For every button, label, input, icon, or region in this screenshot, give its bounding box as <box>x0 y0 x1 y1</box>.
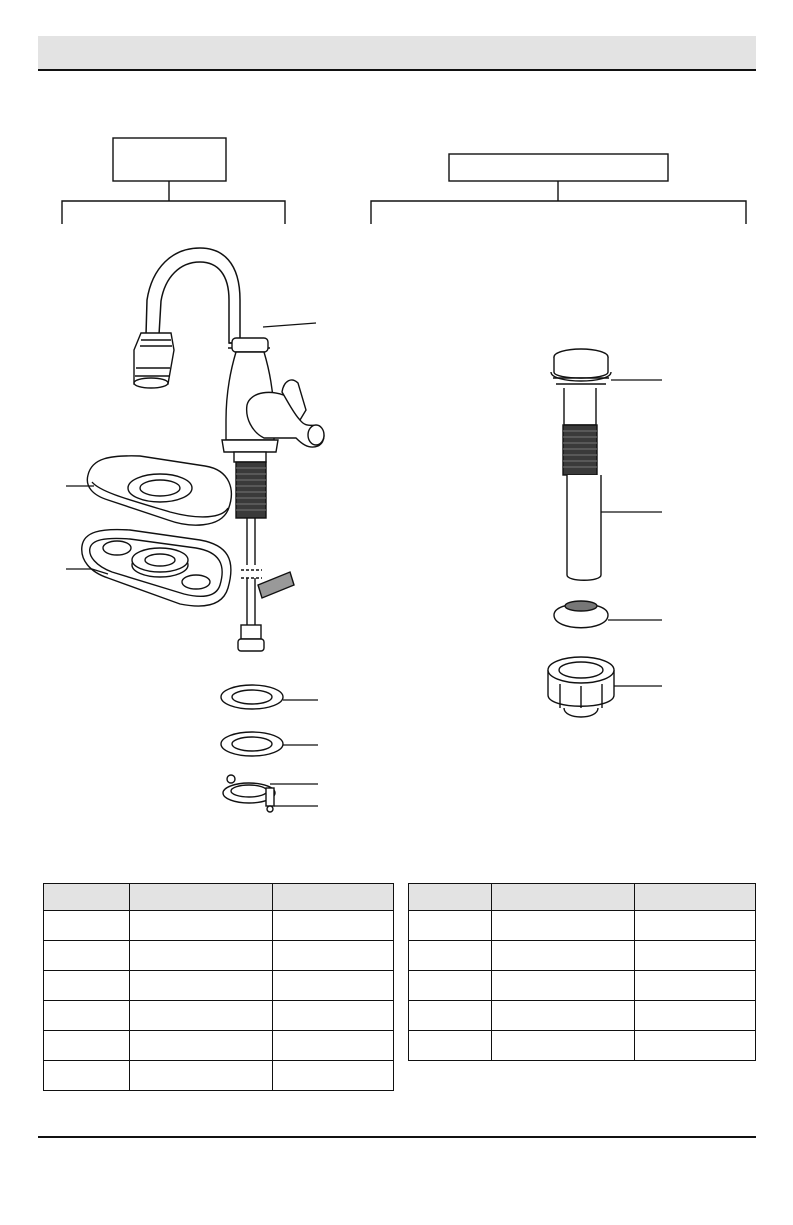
table-cell <box>44 911 130 941</box>
table-header-row <box>44 884 394 911</box>
drain-illustration <box>548 349 614 717</box>
drain-group-label-box <box>449 154 668 181</box>
column-header <box>409 884 492 911</box>
deck-plate-illustration <box>87 456 231 525</box>
table-cell <box>130 1001 273 1031</box>
table-cell <box>635 1001 756 1031</box>
faucet-parts-table <box>43 883 394 1091</box>
table-cell <box>273 1061 394 1091</box>
table-cell <box>130 1031 273 1061</box>
column-header <box>44 884 130 911</box>
drain-parts-table <box>408 883 756 1061</box>
faucet-spout <box>146 248 240 343</box>
table-cell <box>492 971 635 1001</box>
table-row <box>44 1061 394 1091</box>
table-cell <box>273 911 394 941</box>
column-header <box>273 884 394 911</box>
table-row <box>409 911 756 941</box>
table-cell <box>492 1031 635 1061</box>
table-cell <box>273 941 394 971</box>
table-cell <box>409 1031 492 1061</box>
column-header <box>492 884 635 911</box>
table-cell <box>273 971 394 1001</box>
table-cell <box>44 1001 130 1031</box>
faucet-group-bracket <box>62 138 285 224</box>
table-row <box>44 911 394 941</box>
table-cell <box>635 941 756 971</box>
table-cell <box>130 911 273 941</box>
table-cell <box>492 941 635 971</box>
table-cell <box>635 1031 756 1061</box>
table-row <box>44 941 394 971</box>
table-cell <box>273 1001 394 1031</box>
table-header-row <box>409 884 756 911</box>
table-cell <box>273 1031 394 1061</box>
table-cell <box>492 1001 635 1031</box>
faucet-washer-1 <box>221 685 283 709</box>
faucet-group-label-box <box>113 138 226 181</box>
table-cell <box>409 1001 492 1031</box>
drain-callout-lines <box>601 380 662 686</box>
faucet-washer-2 <box>221 732 283 756</box>
pull-down-hose <box>258 572 294 598</box>
column-header <box>130 884 273 911</box>
table-row <box>409 971 756 1001</box>
mounting-nut-clamp <box>223 775 275 812</box>
table-cell <box>635 911 756 941</box>
table-row <box>44 1001 394 1031</box>
table-cell <box>44 971 130 1001</box>
drain-group-bracket <box>371 154 746 224</box>
table-cell <box>44 941 130 971</box>
table-cell <box>409 941 492 971</box>
table-row <box>409 1001 756 1031</box>
table-cell <box>492 911 635 941</box>
table-cell <box>130 971 273 1001</box>
table-cell <box>409 971 492 1001</box>
table-row <box>44 1031 394 1061</box>
table-cell <box>130 1061 273 1091</box>
table-row <box>409 941 756 971</box>
table-row <box>409 1031 756 1061</box>
column-header <box>635 884 756 911</box>
deck-gasket-illustration <box>82 530 231 607</box>
table-cell <box>44 1031 130 1061</box>
table-cell <box>44 1061 130 1091</box>
table-cell <box>130 941 273 971</box>
footer-rule <box>38 1136 756 1138</box>
table-cell <box>409 911 492 941</box>
table-cell <box>635 971 756 1001</box>
table-row <box>44 971 394 1001</box>
